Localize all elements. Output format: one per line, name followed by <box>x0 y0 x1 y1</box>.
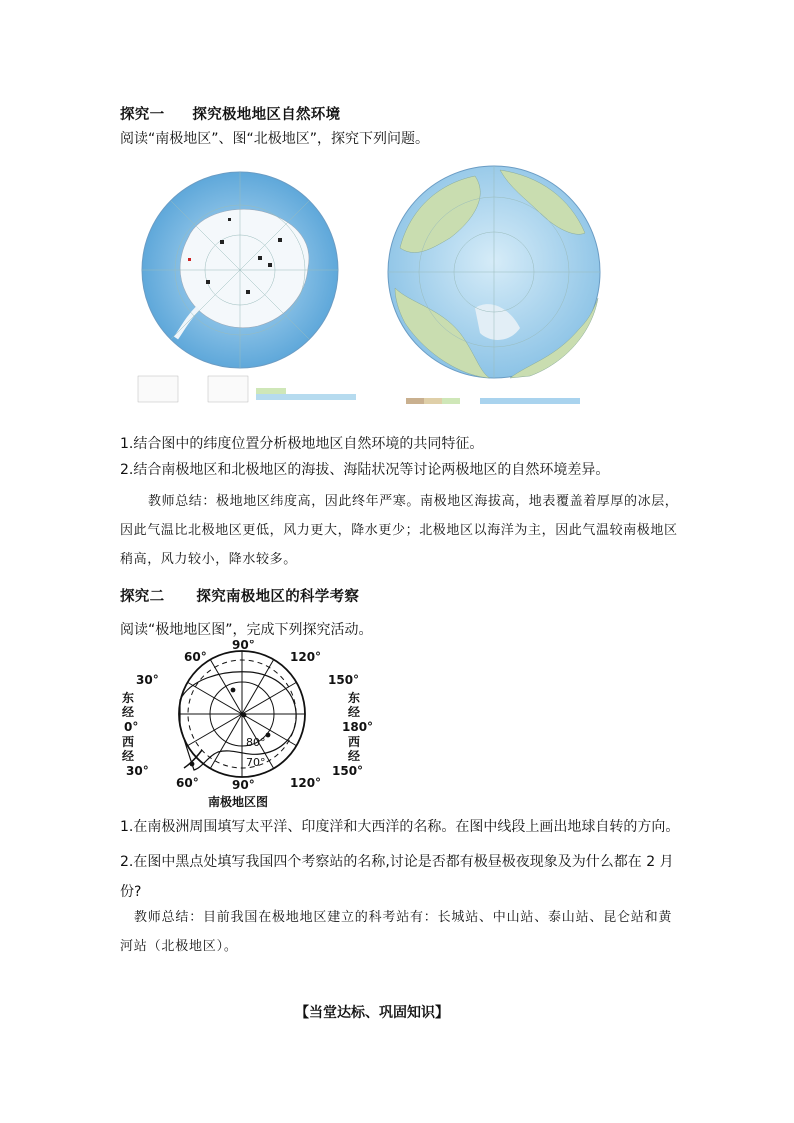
sketch-right-label: 120° <box>290 776 322 790</box>
section1-question-2: 2.结合南极地区和北极地区的海拔、海陆状况等讨论两极地区的自然环境差异。 <box>120 462 610 478</box>
sketch-right-label: 180° <box>342 720 374 734</box>
sketch-left-label: 30° <box>136 673 159 687</box>
section2-intro: 阅读“极地地区图”，完成下列探究活动。 <box>120 622 373 638</box>
section1-question-1: 1.结合图中的纬度位置分析极地地区自然环境的共同特征。 <box>120 436 484 452</box>
sketch-inner-70: 70° <box>246 756 266 769</box>
sketch-right-label: 经 <box>348 705 361 719</box>
sketch-left-label: 西 <box>122 735 135 749</box>
sketch-left-label: 经 <box>122 705 135 719</box>
section2-question-1: 1.在南极洲周围填写太平洋、印度洋和大西洋的名称。在图中线段上画出地球自转的方向。 <box>120 819 680 835</box>
sketch-left-label: 30° <box>126 764 149 778</box>
practice-heading: 【当堂达标、巩固知识】 <box>295 1005 449 1021</box>
sketch-left-label: 东 <box>122 691 135 705</box>
section2-heading <box>120 585 359 606</box>
sketch-right-label: 西 <box>348 735 361 749</box>
section1-heading <box>120 103 340 124</box>
section2-summary: 教师总结：目前我国在极地地区建立的科考站有：长城站、中山站、泰山站、昆仑站和黄河站（北极地区）。 <box>120 910 673 954</box>
antarctic-sketch-map <box>120 640 388 810</box>
section2-title: 探究南极地区的科学考察 <box>196 589 360 605</box>
sketch-right-label: 经 <box>348 749 361 763</box>
sketch-left-label: 60° <box>176 776 199 790</box>
sketch-right-label: 150° <box>332 764 364 778</box>
sketch-top-label: 90° <box>232 640 255 652</box>
sketch-left-label: 0° <box>124 720 139 734</box>
section2-question-2: 2.在图中黑点处填写我国四个考察站的名称,讨论是否都有极昼极夜现象及为什么都在 2 月份? <box>120 854 674 900</box>
sketch-right-label: 150° <box>328 673 360 687</box>
section1-intro: 阅读“南极地区”、图“北极地区”，探究下列问题。 <box>120 131 430 147</box>
section1-title: 探究极地地区自然环境 <box>192 107 341 123</box>
sketch-right-label: 120° <box>290 650 322 664</box>
sketch-caption: 南极地区图 <box>208 795 269 809</box>
sketch-inner-80: 80° <box>246 736 266 749</box>
sketch-left-label: 60° <box>184 650 207 664</box>
section1-label: 探究一 <box>120 107 165 123</box>
antarctic-map <box>128 168 368 413</box>
sketch-bottom-label: 90° <box>232 778 255 792</box>
sketch-right-label: 东 <box>348 691 361 705</box>
section2-label: 探究二 <box>120 589 165 605</box>
section1-summary: 教师总结：极地地区纬度高，因此终年严寒。南极地区海拔高，地表覆盖着厚厚的冰层，因此气温比北极地区更低，风力更大，降水更少；北极地区以海洋为主，因此气温较南极地区稍高，风力较小，降水较多。 <box>120 494 679 567</box>
sketch-left-label: 经 <box>122 749 135 763</box>
arctic-map <box>380 158 608 414</box>
